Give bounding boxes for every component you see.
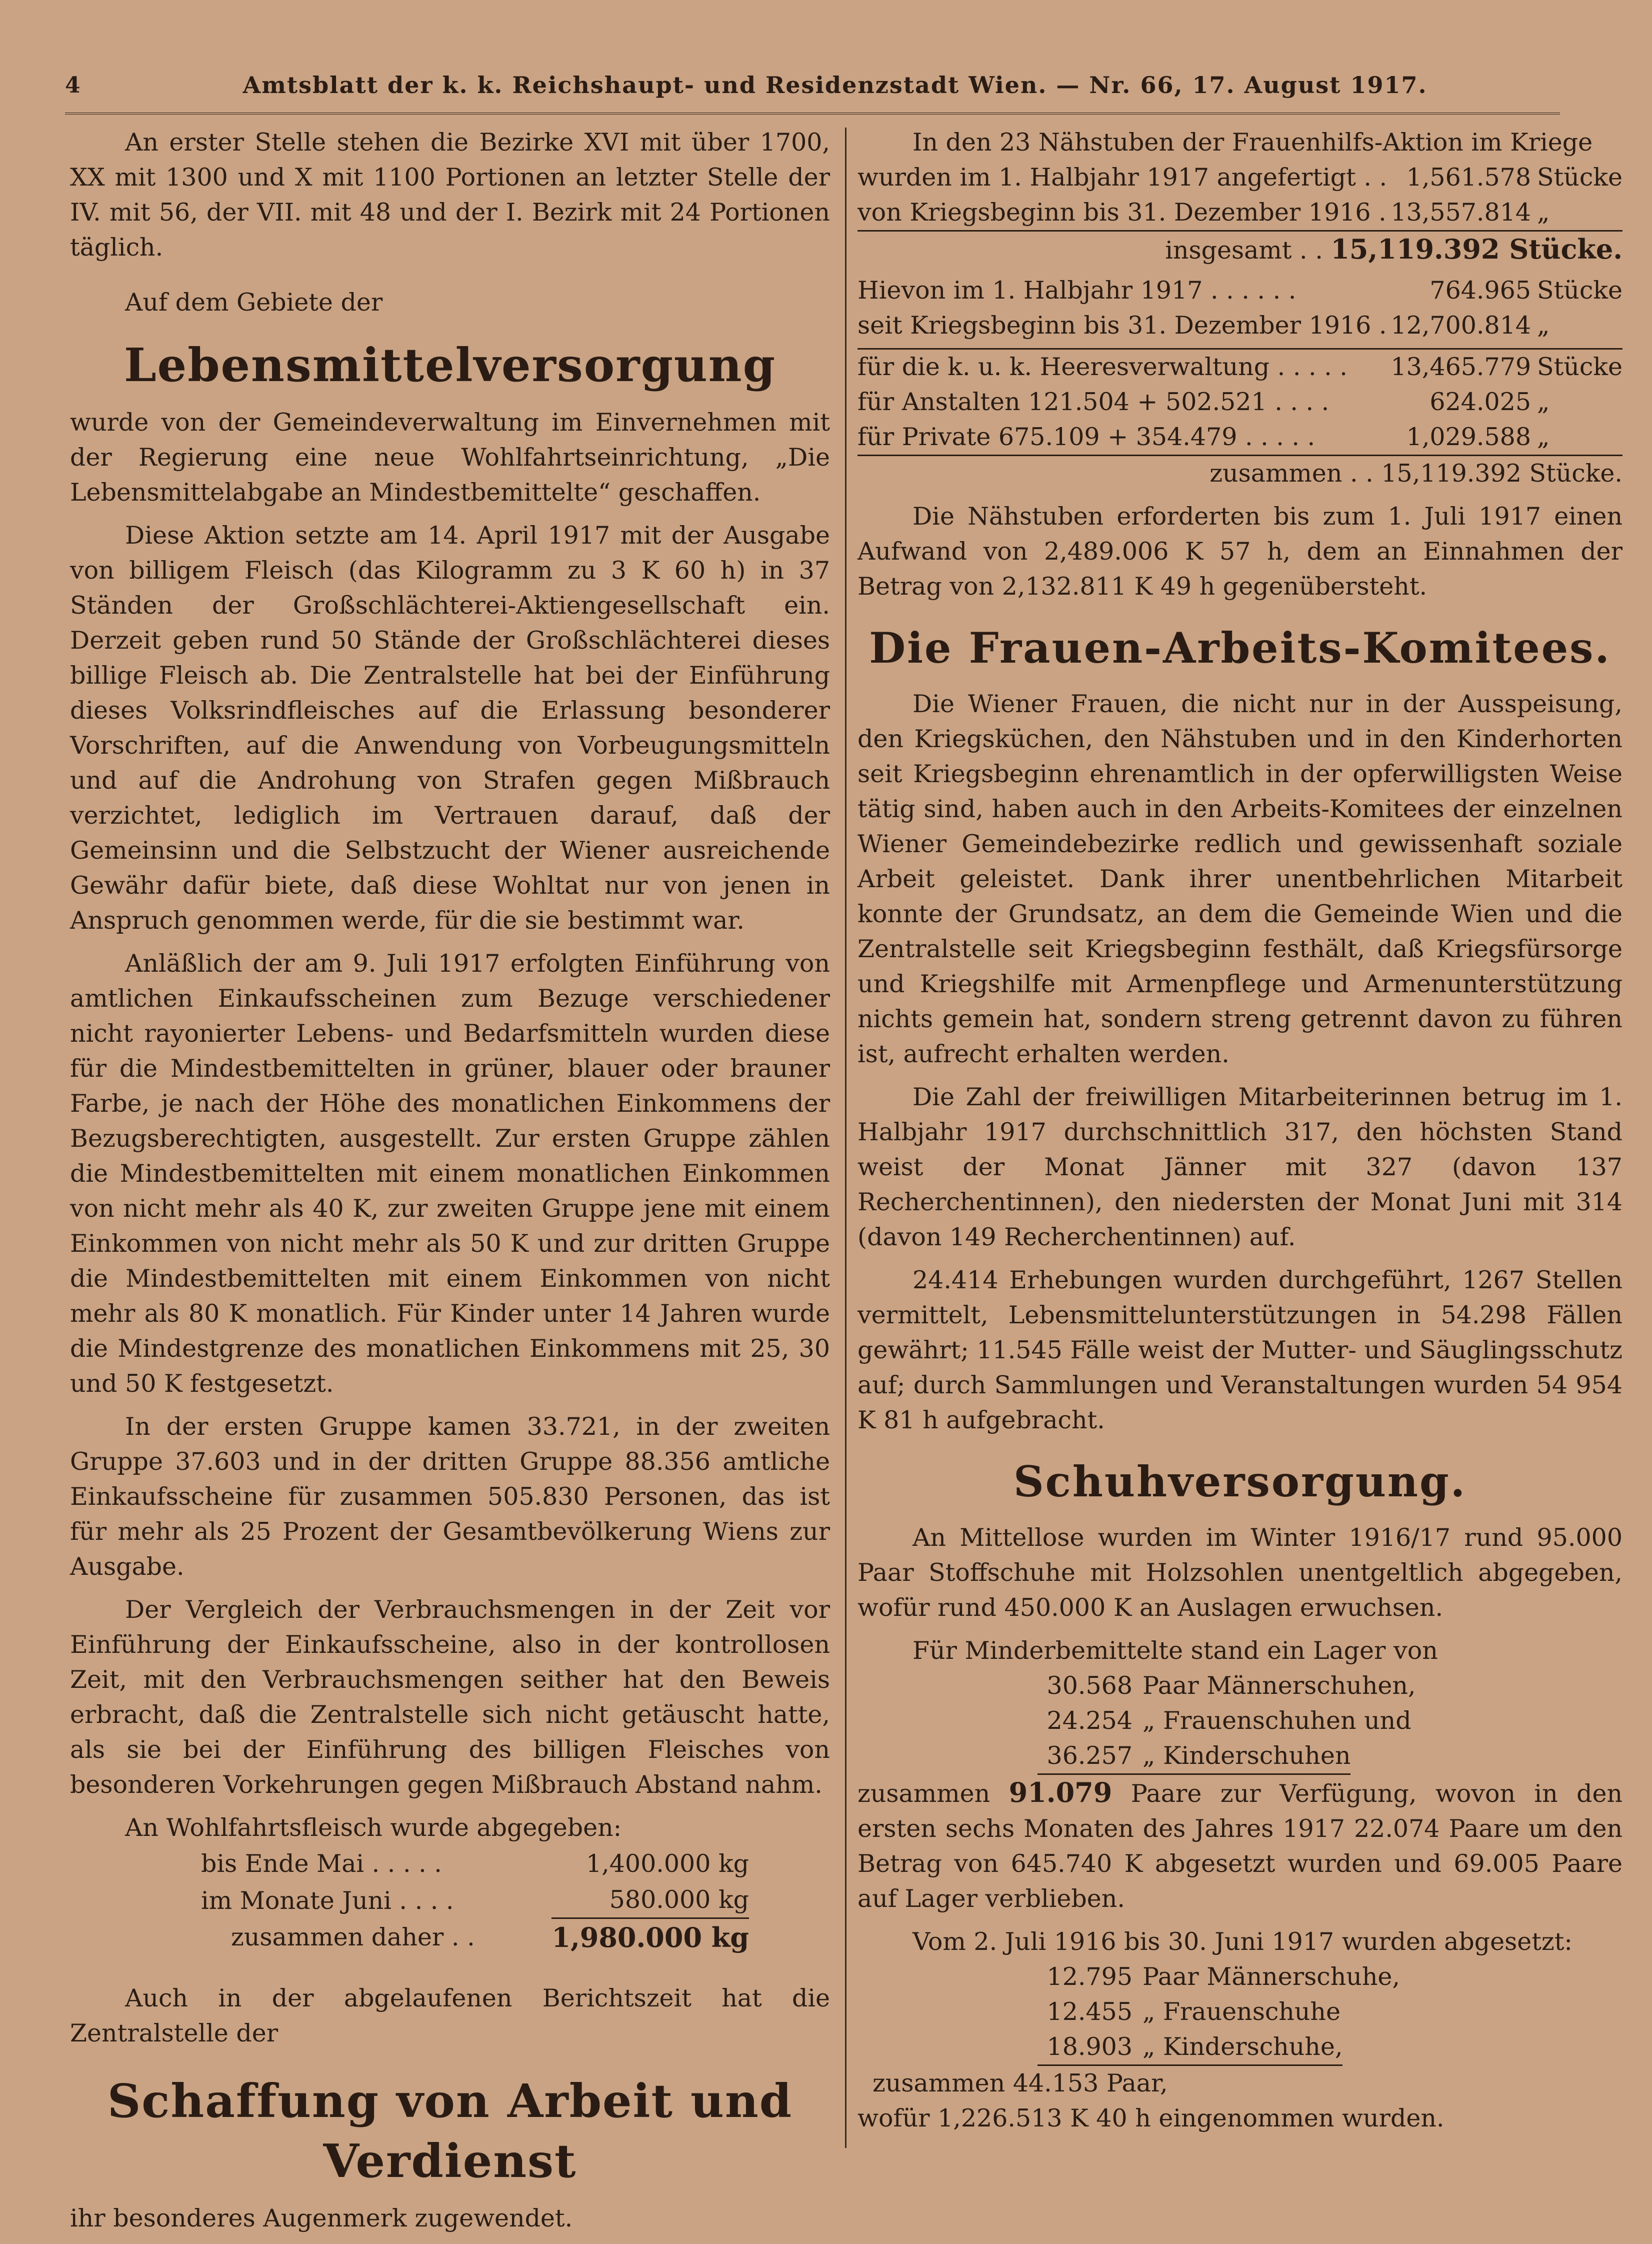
paragraph: zusammen 44.153 Paar,	[872, 2069, 1168, 2097]
table-cell: „	[1537, 423, 1550, 451]
sewing-table-2	[858, 273, 1622, 343]
shoe-sold-list	[858, 1959, 1622, 2066]
section-heading-lebensmittelversorgung: Lebensmittelversorgung	[124, 338, 776, 392]
table-row	[858, 349, 1622, 385]
paragraph: In der ersten Gruppe kamen 33.721, in der zweiten Gruppe 37.603 und in der dritten Gruppe 88.356 amtliche Einkaufsscheine für zusammen 505.830 Personen, das ist für mehr als 25 Prozent der Gesamtbevölkerung Wiens zur Ausgabe.	[70, 1412, 830, 1581]
table-row	[858, 160, 1622, 195]
right-column	[858, 125, 1622, 2144]
list-item-count: 30.568	[1046, 1671, 1132, 1700]
table-row	[858, 273, 1622, 308]
sum-value: 15,119.392 Stücke.	[1381, 459, 1622, 488]
column-divider	[845, 128, 846, 2148]
list-item-count: 36.257	[1046, 1741, 1132, 1770]
table-row	[858, 231, 1622, 269]
list-item-count: 12.455	[1046, 1997, 1132, 2026]
paragraph: Die Wiener Frauen, die nicht nur in der Ausspeisung, den Kriegsküchen, den Nähstuben und in den Kinderhorten seit Kriegsbeginn ehrenamtlich in der opferwilligsten Weise tätig sind, haben auch in den Arbeits-Komitees der einzelnen Wiener Gemeindebezirke redlich und gewissenhaft soziale Arbeit geleistet. Dank ihrer unentbehrlichen Mitarbeit konnte der Grundsatz, an dem die Gemeinde Wien und die Zentralstelle seit Kriegsbeginn festhält, daß Kriegsfürsorge und Kriegshilfe mit Armenpflege und Armenunterstützung nichts gemein hat, sondern streng getrennt davon zu führen ist, aufrecht erhalten werden.	[858, 690, 1622, 1068]
table-cell	[858, 231, 1622, 269]
table-cell	[858, 456, 1622, 492]
paragraph: Diese Aktion setzte am 14. April 1917 mit der Ausgabe von billigem Fleisch (das Kilogramm zu 3 K 60 h) in 37 Ständen der Großschlächterei-Aktiengesellschaft ein. Derzeit geben rund 50 Stände der Großschlächterei dieses billige Fleisch ab. Die Zentralstelle hat bei der Einführung dieses Volksrindfleisches auf die Erlassung besonderer Vorschriften, auf die Anwendung von Vorbeugungsmitteln und auf die Androhung von Strafen gegen Mißbrauch verzichtet, lediglich im Vertrauen darauf, daß der Gemeinsinn und die Selbstzucht der Wiener ausreichende Gewähr dafür biete, daß diese Wohltat nur von jenen in Anspruch genommen werde, für die sie bestimmt war.	[70, 521, 830, 935]
paragraph: 24.414 Erhebungen wurden durchgeführt, 1267 Stellen vermittelt, Lebensmittelunterstützungen in 54.298 Fällen gewährt; 11.545 Fälle weist der Mutter- und Säuglingsschutz auf; durch Sammlungen und Veranstaltungen wurden 54 954 K 81 h aufgebracht.	[858, 1266, 1622, 1434]
table-row	[858, 195, 1622, 231]
table-cell: im Monate Juni . . . .	[201, 1886, 454, 1915]
list-item-label: Paar Männerschuhe,	[1142, 1962, 1400, 1991]
table-cell: für die k. u. k. Heeresverwaltung . . . . .	[858, 353, 1348, 381]
paragraph: Auf dem Gebiete der	[125, 288, 383, 317]
header-rule	[65, 113, 1560, 115]
table-cell: zusammen daher . .	[231, 1923, 475, 1951]
paragraph: An Mittellose wurden im Winter 1916/17 rund 95.000 Paar Stoffschuhe mit Holzsohlen unentgeltlich abgegeben, wofür rund 450.000 K an Auslagen erwuchsen.	[858, 1523, 1622, 1622]
text-span: Paare zur Verfügung, wovon in den ersten sechs Monaten des Jahres 1917 22.074 Paare um den Betrag von 645.740 K abgesetzt wurden und 69.005 Paare auf Lager verblieben.	[858, 1779, 1622, 1913]
table-cell: Hievon im 1. Halbjahr 1917 . . . . . .	[858, 276, 1296, 305]
table-cell: 1,400.000 kg	[586, 1849, 749, 1878]
table-row	[858, 420, 1622, 456]
list-item-count: 24.254	[1046, 1706, 1132, 1735]
table-cell: wurden im 1. Halbjahr 1917 angefertigt . .	[858, 163, 1388, 192]
total-pairs: 91.079	[1008, 1776, 1112, 1808]
sum-label: insgesamt . .	[1165, 236, 1323, 265]
list-item	[1038, 1994, 1622, 2029]
list-item-label: „ Frauenschuhen und	[1142, 1706, 1412, 1735]
list-item	[1038, 2029, 1342, 2066]
list-item-label: Paar Männerschuhen,	[1142, 1671, 1416, 1700]
paragraph: Für Minderbemittelte stand ein Lager von	[912, 1636, 1438, 1665]
table-cell: „	[1537, 198, 1550, 227]
sum-value: 15,119.392 Stücke.	[1330, 233, 1622, 265]
table-cell: „	[1537, 311, 1550, 340]
table-row	[858, 385, 1622, 420]
table-cell: bis Ende Mai . . . . .	[201, 1849, 442, 1878]
table-cell: von Kriegsbeginn bis 31. Dezember 1916 .	[858, 198, 1386, 227]
table-cell: 580.000 kg	[552, 1882, 749, 1919]
text-span: zusammen	[858, 1779, 990, 1808]
paragraph: wurde von der Gemeindeverwaltung im Einvernehmen mit der Regierung eine neue Wohlfahrtseinrichtung, „Die Lebensmittelabgabe an Mindestbemittelte“ geschaffen.	[70, 408, 830, 507]
sewing-table-1	[858, 160, 1622, 268]
table-cell: Stücke	[1537, 163, 1622, 192]
left-column	[70, 125, 830, 2244]
list-item	[1038, 1703, 1622, 1738]
paragraph: ihr besonderes Augenmerk zugewendet.	[70, 2204, 573, 2232]
section-heading-frauen-arbeits-komitees: Die Frauen-Arbeits-Komitees.	[869, 623, 1611, 673]
paragraph: Die Nähstuben erforderten bis zum 1. Juli 1917 einen Aufwand von 2,489.006 K 57 h, dem an Einnahmen der Betrag von 2,132.811 K 49 h gegenübersteht.	[858, 502, 1622, 601]
list-item-count: 18.903	[1046, 2032, 1132, 2061]
list-item-label: „ Kinderschuhe,	[1142, 2032, 1343, 2061]
paragraph: Auch in der abgelaufenen Berichtszeit hat die Zentralstelle der	[70, 1984, 830, 2047]
paragraph: Der Vergleich der Verbrauchsmengen in der Zeit vor Einführung der Einkaufsscheine, also in der kontrollosen Zeit, mit den Verbrauchsmengen seither hat den Beweis erbracht, daß die Zentralstelle sich nicht getäuscht hatte, als sie bei der Einführung des billigen Fleisches von besonderen Vorkehrungen gegen Mißbrauch Abstand nahm.	[70, 1595, 830, 1799]
table-row	[858, 308, 1622, 343]
table-cell: für Private 675.109 + 354.479 . . . . .	[858, 423, 1316, 451]
table-row	[201, 1882, 749, 1919]
table-cell: 1,029.588	[1406, 423, 1532, 451]
list-item	[1038, 1668, 1622, 1703]
paragraph: Die Zahl der freiwilligen Mitarbeiterinnen betrug im 1. Halbjahr 1917 durchschnittlich 317, den höchsten Stand weist der Monat Jänner mit 327 (davon 137 Recherchentinnen), den niedersten der Monat Juni mit 314 (davon 149 Recherchentinnen) auf.	[858, 1083, 1622, 1251]
table-row	[201, 1846, 749, 1881]
table-cell: „	[1537, 388, 1550, 416]
table-row	[858, 456, 1622, 492]
list-item	[1038, 1738, 1350, 1775]
table-cell: 764.965	[1430, 276, 1532, 305]
table-row	[201, 1920, 749, 1955]
paragraph: Vom 2. Juli 1916 bis 30. Juni 1917 wurden abgesetzt:	[912, 1927, 1572, 1956]
list-item-label: „ Frauenschuhe	[1142, 1997, 1340, 2026]
section-heading-schaffung: Schaffung von Arbeit und Verdienst	[107, 2074, 793, 2188]
sum-label: zusammen . .	[1210, 459, 1374, 488]
table-cell: 624.025	[1430, 388, 1532, 416]
table-cell: Stücke	[1537, 353, 1622, 381]
table-cell: 13,557.814	[1390, 198, 1532, 227]
table-cell: Stücke	[1537, 276, 1622, 305]
page-header	[65, 63, 1545, 108]
table-cell: 1,561.578	[1406, 163, 1532, 192]
masthead-title: Amtsblatt der k. k. Reichshaupt- und Residenzstadt Wien. — Nr. 66, 17. August 1917.	[242, 72, 1428, 99]
paragraph: An erster Stelle stehen die Bezirke XVI mit über 1700, XX mit 1300 und X mit 1100 Portionen an letzter Stelle der IV. mit 56, der VII. mit 48 und der I. Bezirk mit 24 Portionen täglich.	[70, 128, 830, 262]
table-cell: seit Kriegsbeginn bis 31. Dezember 1916 .	[858, 311, 1387, 340]
paragraph: wofür 1,226.513 K 40 h eingenommen wurden.	[858, 2104, 1444, 2132]
paragraph	[858, 1775, 1622, 1916]
paragraph: In den 23 Nähstuben der Frauenhilfs-Aktion im Kriege	[912, 128, 1593, 157]
list-item	[1038, 1959, 1622, 1994]
list-item-label: „ Kinderschuhen	[1142, 1741, 1351, 1770]
page-number: 4	[65, 72, 80, 98]
table-cell: für Anstalten 121.504 + 502.521 . . . .	[858, 388, 1330, 416]
sewing-table-3	[858, 348, 1622, 491]
meat-table	[200, 1845, 750, 1956]
shoe-stock-list	[858, 1668, 1622, 1775]
table-cell: 1,980.000 kg	[552, 1921, 749, 1953]
paragraph: Anläßlich der am 9. Juli 1917 erfolgten Einführung von amtlichen Einkaufsscheinen zum Bezuge verschiedener nicht rayonierter Lebens- und Bedarfsmitteln wurden diese für die Mindestbemittelten in grüner, blauer oder brauner Farbe, je nach der Höhe des monatlichen Einkommens der Bezugsberechtigten, ausgestellt. Zur ersten Gruppe zählen die Mindestbemittelten mit einem monatlichen Einkommen von nicht mehr als 40 K, zur zweiten Gruppe jene mit einem Einkommen von nicht mehr als 50 K und zur dritten Gruppe die Mindestbemittelten mit einem Einkommen von nicht mehr als 80 K monatlich. Für Kinder unter 14 Jahren wurde die Mindestgrenze des monatlichen Einkommens mit 25, 30 und 50 K festgesetzt.	[70, 949, 830, 1398]
section-heading-schuhversorgung: Schuhversorgung.	[1014, 1457, 1466, 1506]
table-cell: 13,465.779	[1390, 353, 1532, 381]
table-cell: 12,700.814	[1390, 311, 1532, 340]
paragraph: An Wohlfahrtsfleisch wurde abgegeben:	[125, 1813, 622, 1842]
list-item-count: 12.795	[1046, 1962, 1132, 1991]
